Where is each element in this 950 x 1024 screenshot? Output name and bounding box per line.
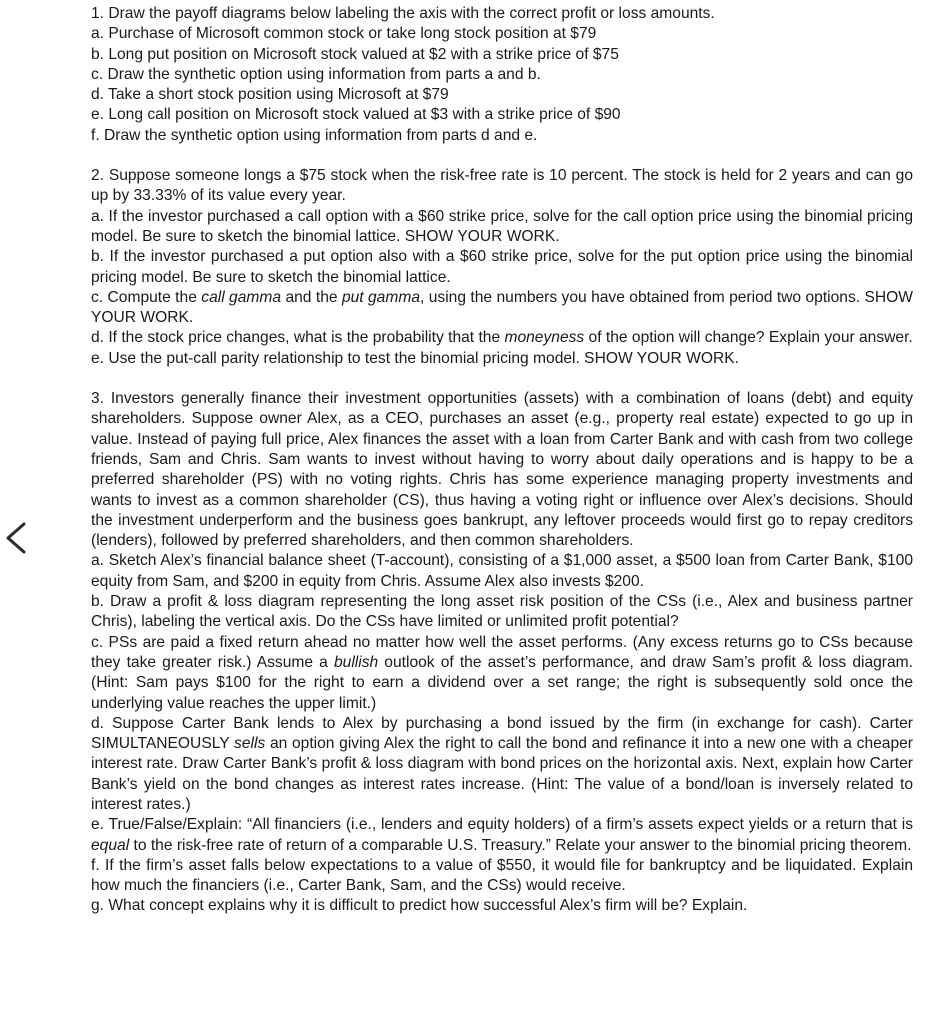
question-1-item-b: b. Long put position on Microsoft stock valued at $2 with a strike price of $75 — [91, 45, 619, 63]
question-1-item-c: c. Draw the synthetic option using information from parts a and b. — [91, 65, 541, 83]
question-1-item-e: e. Long call position on Microsoft stock valued at $3 with a strike price of $90 — [91, 106, 621, 124]
question-3-item-g: g. What concept explains why it is difficult to predict how successful Alex’s firm will be? Explain. — [91, 897, 748, 915]
equal-term: equal — [91, 836, 130, 854]
question-3-item-e: e. True/False/Explain: “All financiers (i.e., lenders and equity holders) of a firm’s assets expect yields or a return that is equal to the risk-free rate of return of a comparable U.S. Treasury.” Relate your answer to the binomial pricing theorem. — [91, 816, 913, 854]
question-2-item-d: d. If the stock price changes, what is the probability that the moneyness of the option will change? Explain your answer. — [91, 329, 913, 347]
question-2 — [91, 166, 913, 369]
question-1 — [91, 4, 913, 146]
question-2-item-b: b. If the investor purchased a put option also with a $60 strike price, solve for the put option price using the binomial pricing model. Be sure to sketch the binomial lattice. — [91, 248, 913, 286]
sells-term: sells — [234, 735, 266, 753]
moneyness-term: moneyness — [504, 329, 585, 347]
call-gamma-term: call gamma — [201, 288, 282, 306]
question-3-intro: 3. Investors generally finance their investment opportunities (assets) with a combination of loans (debt) and equity shareholders. Suppose owner Alex, as a CEO, purchases an asset (e.g., property real estate) expected to go up in value. Instead of paying full price, Alex finances the asset with a loan from Carter Bank and with cash from two college friends, Sam and Chris. Sam wants to invest without having to worry about daily operations and is happy to be a preferred shareholder (PS) with no voting rights. Chris has some experience managing property investments and wants to invest as a common shareholder (CS), thus having a voting right or influence over Alex’s decisions. Should the investment underperform and the business goes bankrupt, any leftover proceeds would first go to repay creditors (lenders), followed by preferred shareholders, and then common shareholders. — [91, 390, 913, 550]
chevron-left-icon[interactable] — [2, 518, 32, 558]
question-2-item-e: e. Use the put-call parity relationship to test the binomial pricing model. SHOW YOUR WORK. — [91, 349, 739, 367]
put-gamma-term: put gamma — [341, 288, 421, 306]
question-1-item-a: a. Purchase of Microsoft common stock or take long stock position at $79 — [91, 25, 597, 43]
question-3-item-b: b. Draw a profit & loss diagram representing the long asset risk position of the CSs (i.e., Alex and business partner Chris), labeling the vertical axis. Do the CSs have limited or unlimited profit potential? — [91, 593, 913, 631]
question-2-item-a: a. If the investor purchased a call option with a $60 strike price, solve for the call option price using the binomial pricing model. Be sure to sketch the binomial lattice. SHOW YOUR WORK. — [91, 207, 913, 245]
bullish-term: bullish — [333, 653, 379, 671]
question-2-intro: 2. Suppose someone longs a $75 stock when the risk-free rate is 10 percent. The stock is held for 2 years and can go up by 33.33% of its value every year. — [91, 167, 913, 205]
question-1-item-f: f. Draw the synthetic option using information from parts d and e. — [91, 126, 538, 144]
question-3-item-f: f. If the firm’s asset falls below expectations to a value of $550, it would file for bankruptcy and be liquidated. Explain how much the financiers (i.e., Carter Bank, Sam, and the CSs) would receive. — [91, 856, 913, 895]
question-1-item-d: d. Take a short stock position using Microsoft at $79 — [91, 86, 449, 104]
question-2-item-c: c. Compute the call gamma and the put gamma, using the numbers you have obtained from period two options. SHOW YOUR WORK. — [91, 288, 913, 327]
question-3 — [91, 389, 913, 917]
question-3-item-d: d. Suppose Carter Bank lends to Alex by purchasing a bond issued by the firm (in exchange for cash). Carter SIMULTANEOUSLY sells an option giving Alex the right to call the bond and refinance it into a new one with a cheaper interest rate. Draw Carter Bank’s profit & loss diagram with bond prices on the horizontal axis. Next, explain how Carter Bank’s yield on the bond changes as interest rates increase. (Hint: The value of a bond/loan is inversely related to interest rates.) — [91, 714, 914, 813]
document-page — [91, 4, 913, 917]
question-3-item-c: c. PSs are paid a fixed return ahead no matter how well the asset performs. (Any excess returns go to CSs because they take greater risk.) Assume a bullish outlook of the asset’s performance, and draw Sam’s profit & loss diagram. (Hint: Sam pays $100 for the right to earn a dividend over a set range; the right is subsequently sold once the underlying value reaches the upper limit.) — [91, 633, 913, 712]
question-3-item-a: a. Sketch Alex’s financial balance sheet (T-account), consisting of a $1,000 asset, a $500 loan from Carter Bank, $100 equity from Sam, and $200 in equity from Chris. Assume Alex also invests $200. — [91, 552, 913, 590]
question-1-intro: 1. Draw the payoff diagrams below labeling the axis with the correct profit or loss amounts. — [91, 5, 715, 22]
